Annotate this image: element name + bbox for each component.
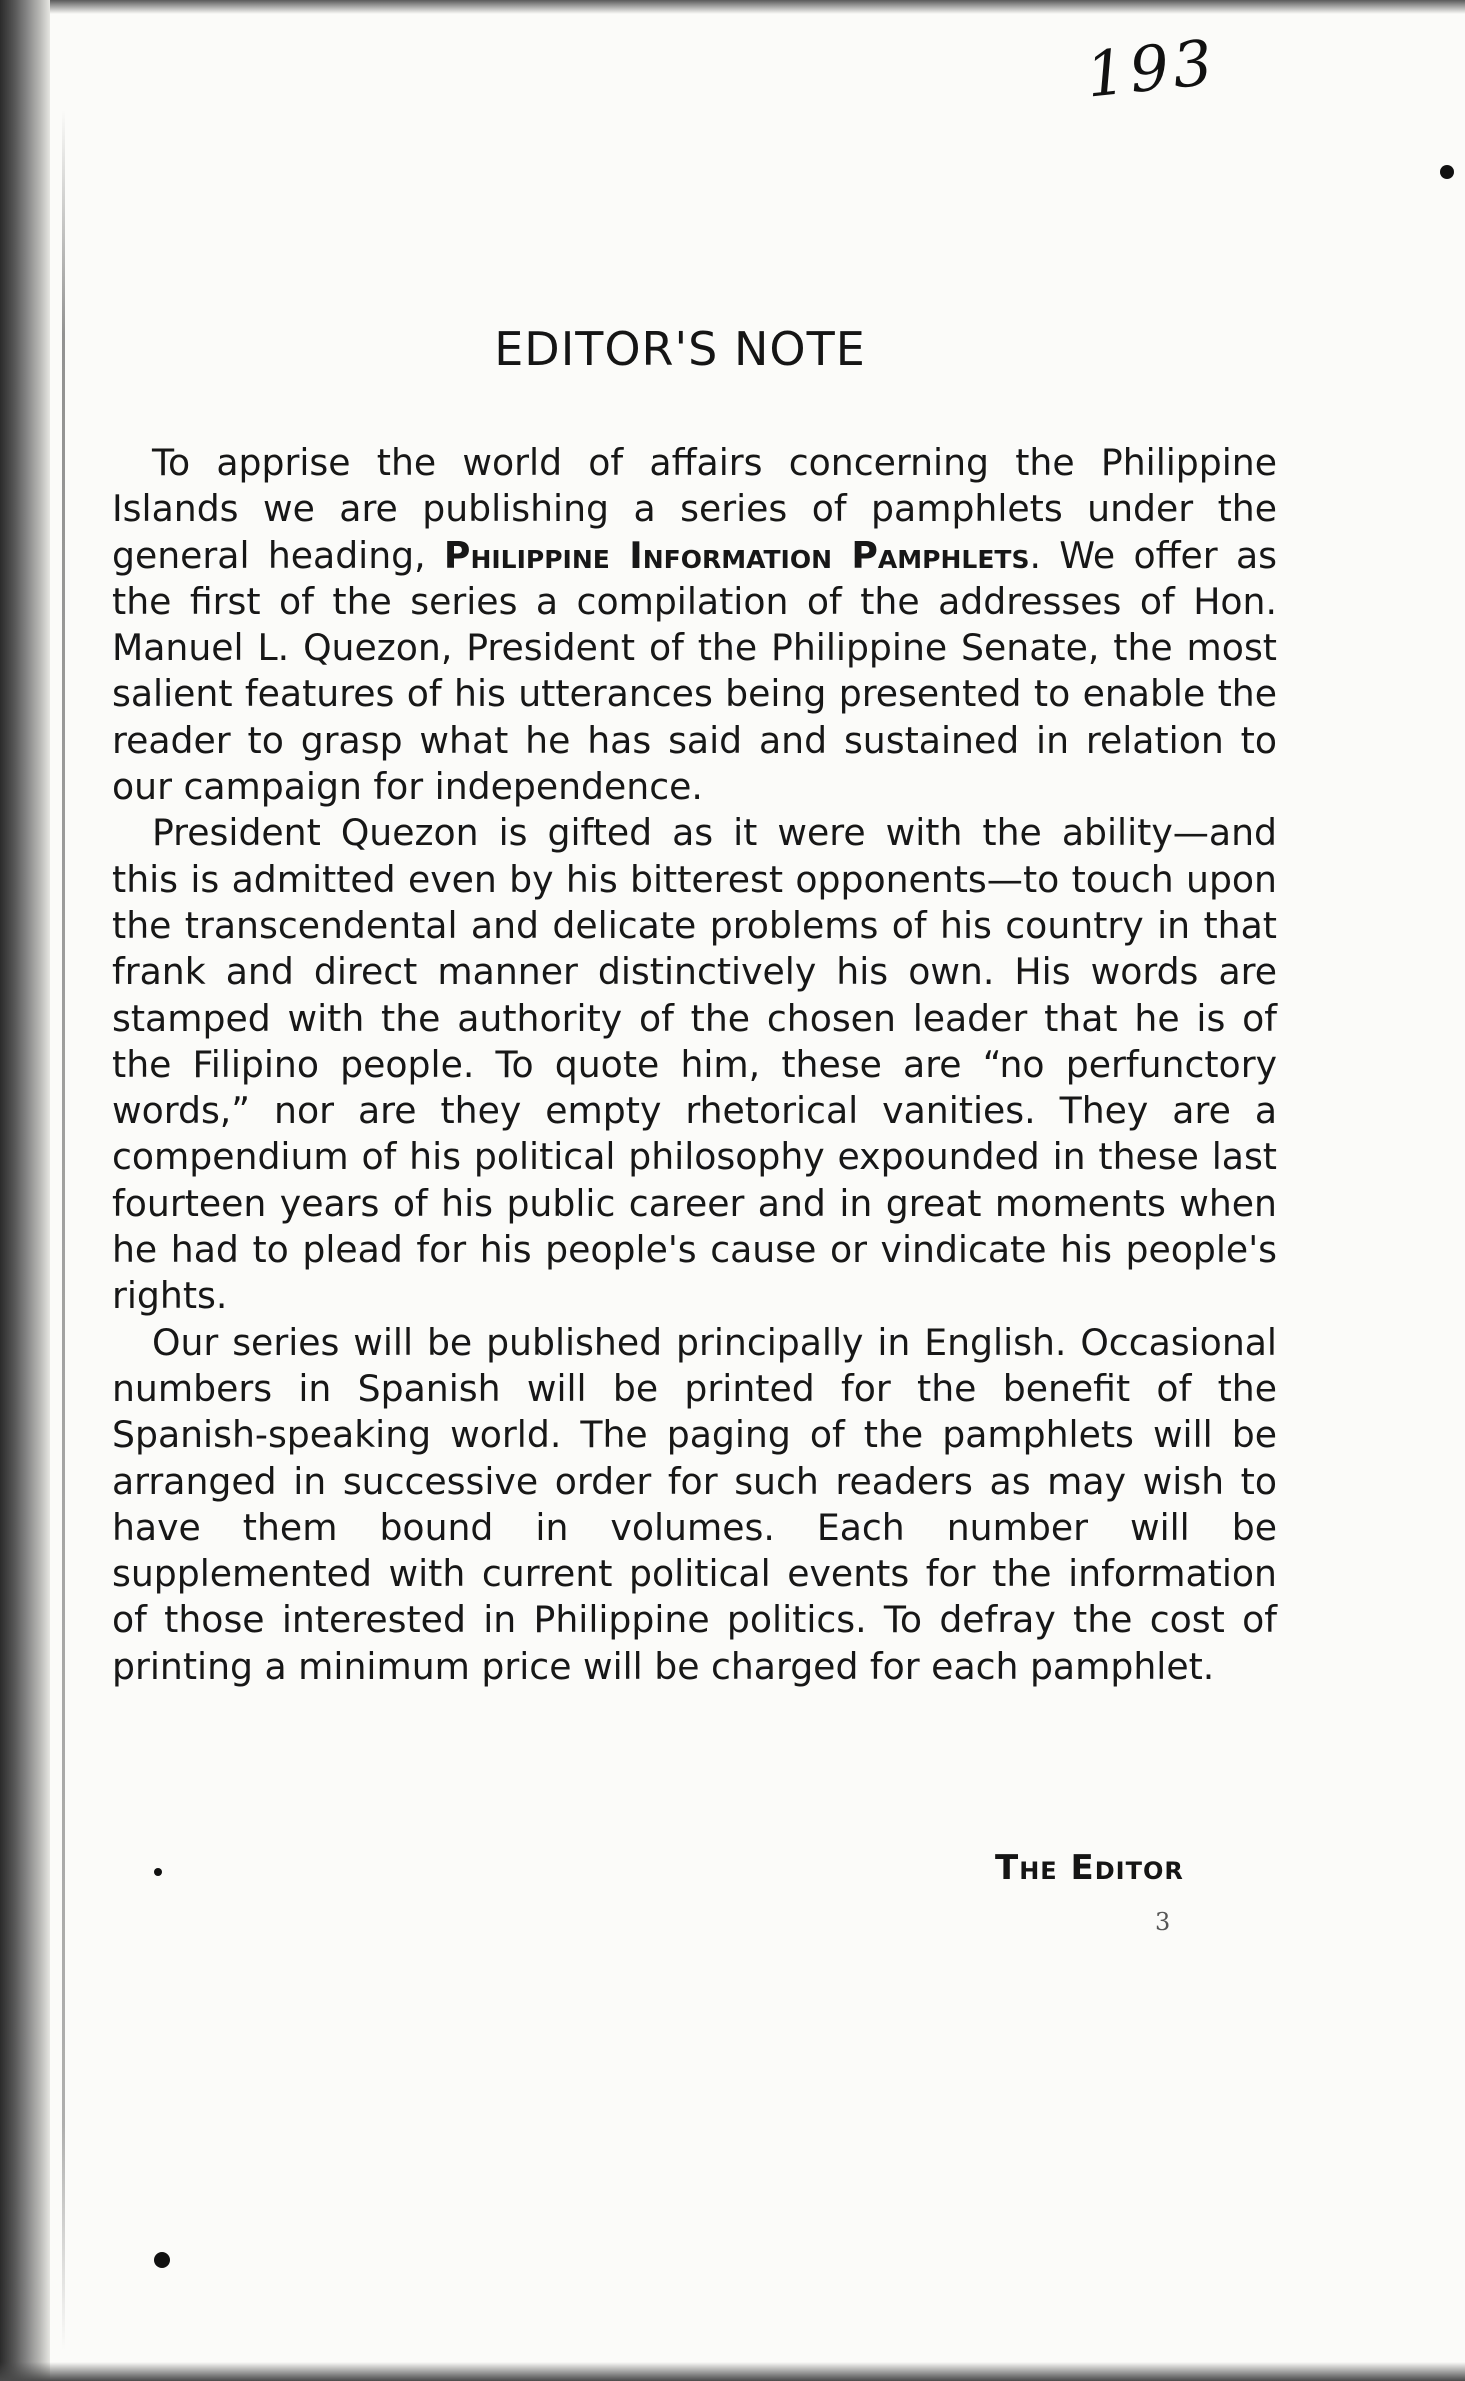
- series-name: Philippine Information Pamphlets: [443, 533, 1030, 577]
- handwritten-page-number: 193: [1082, 25, 1220, 112]
- ink-speck: [154, 2252, 170, 2268]
- editors-note-body: [112, 440, 1277, 1690]
- scan-top-edge: [0, 0, 1465, 14]
- page-number: 3: [1155, 1908, 1171, 1936]
- paragraph-2: President Quezon is gifted as it were with the ability—and this is admitted even by his bitterest opponents—to touch upon the transcendental and delicate problems of his country in that frank and direct manner distinctively his own. His words are stamped with the authority of the chosen leader that he is of the Filipino people. To quote him, these are “no perfunctory words,” nor are they empty rhetorical vanities. They are a compendium of his political philosophy expounded in these last fourteen years of his public career and in great moments when he had to plead for his people's cause or vindicate his people's rights.: [112, 811, 1277, 1318]
- paragraph-1: [112, 440, 1277, 810]
- paragraph-1-intro: To apprise the world of affairs concerning the Philippine Islands we are publishing a series of pamphlets under the general heading,: [112, 441, 1277, 577]
- paragraph-3: Our series will be published principally in English. Occasional numbers in Spanish will be printed for the benefit of the Spanish-speaking world. The paging of the pamphlets will be arranged in successive order for such readers as may wish to have them bound in volumes. Each number will be supplemented with current political events for the information of those interested in Philippine politics. To defray the cost of printing a minimum price will be charged for each pamphlet.: [112, 1320, 1277, 1688]
- ink-speck: [154, 1868, 162, 1876]
- editor-signature: The Editor: [995, 1848, 1184, 1888]
- scan-bottom-edge: [0, 2362, 1465, 2381]
- page-title: EDITOR'S NOTE: [494, 322, 866, 376]
- ink-speck: [1440, 165, 1454, 179]
- paragraph-1-rest: . We offer as the first of the series a compilation of the addresses of Hon. Manuel L. Quezon, President of the Philippine Senate, the most salient features of his utterances being presented to enable the reader to grasp what he has said and sustained in relation to our campaign for independence.: [112, 533, 1277, 809]
- binding-shadow-line: [62, 110, 65, 2350]
